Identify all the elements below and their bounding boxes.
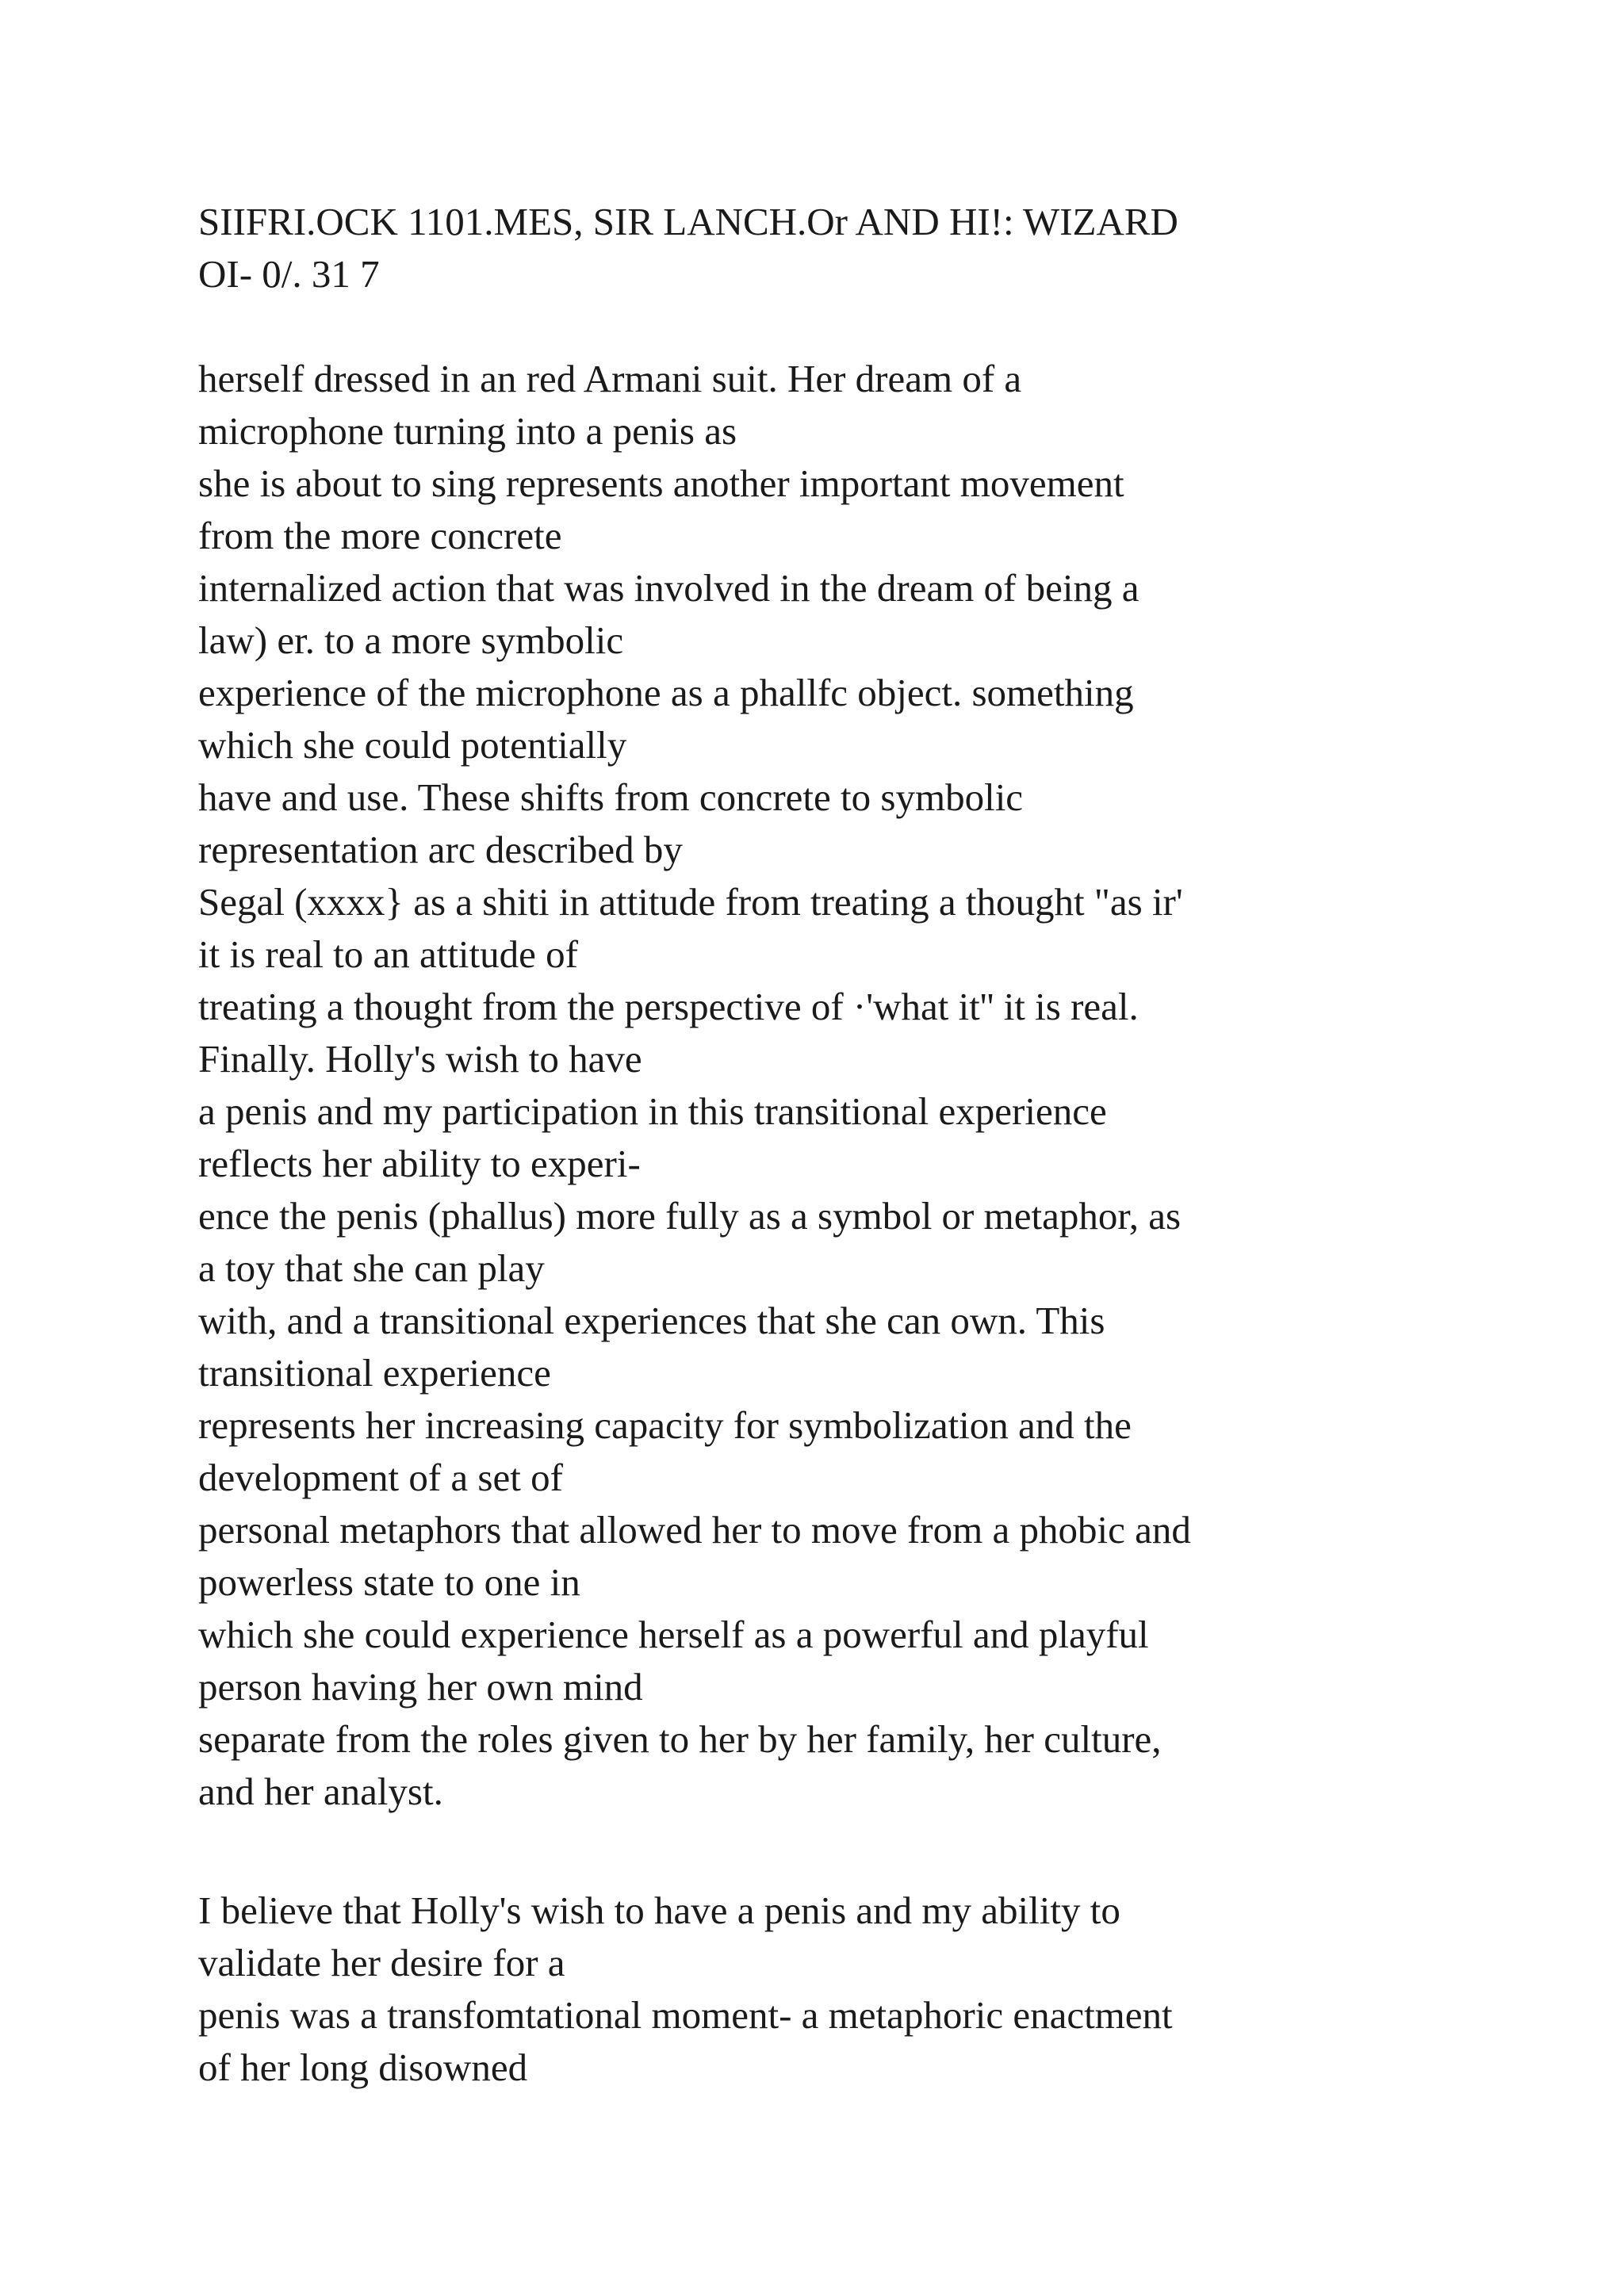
header-line: OI- 0/. 31 7 [198, 252, 380, 296]
text-line: represents her increasing capacity for symbolization and the [198, 1403, 1132, 1447]
text-line: of her long disowned [198, 2045, 528, 2089]
text-line: treating a thought from the perspective of ·'what it'' it is real. [198, 985, 1139, 1028]
running-header [198, 196, 1499, 300]
body-paragraph-1 [198, 353, 1499, 1818]
text-line: ence the penis (phallus) more fully as a symbol or metaphor, as [198, 1194, 1182, 1238]
text-line: from the more concrete [198, 514, 562, 557]
text-line: she is about to sing represents another important movement [198, 461, 1124, 505]
text-line: personal metaphors that allowed her to move from a phobic and [198, 1508, 1191, 1552]
text-line: penis was a transfomtational moment- a metaphoric enactment [198, 1993, 1173, 2037]
text-line: herself dressed in an red Armani suit. Her dream of a [198, 357, 1022, 400]
text-line: transitional experience [198, 1351, 551, 1395]
text-line: and her analyst. [198, 1770, 443, 1813]
text-line: have and use. These shifts from concrete to symbolic [198, 775, 1024, 819]
text-line: I believe that Holly's wish to have a penis and my ability to [198, 1888, 1120, 1932]
text-line: a toy that she can play [198, 1246, 545, 1290]
text-line: microphone turning into a penis as [198, 409, 737, 453]
text-line: it is real to an attitude of [198, 932, 578, 976]
text-line: Segal (xxxx} as a shiti in attitude from treating a thought "as ir' [198, 880, 1183, 924]
text-line: with, and a transitional experiences that she can own. This [198, 1299, 1105, 1342]
body-paragraph-2 [198, 1885, 1499, 2094]
text-line: separate from the roles given to her by her family, her culture, [198, 1717, 1162, 1761]
text-line: which she could potentially [198, 723, 627, 767]
text-line: law) er. to a more symbolic [198, 618, 624, 662]
text-line: experience of the microphone as a phallfc object. something [198, 671, 1134, 714]
text-line: a penis and my participation in this transitional experience [198, 1089, 1107, 1133]
text-line: validate her desire for a [198, 1941, 565, 1984]
text-line: person having her own mind [198, 1665, 643, 1709]
text-line: which she could experience herself as a powerful and playful [198, 1613, 1149, 1656]
text-line: development of a set of [198, 1456, 563, 1499]
text-line: reflects her ability to experi- [198, 1142, 641, 1185]
header-line: SIIFRI.OCK 1101.MES, SIR LANCH.Or AND HI!: WIZARD [198, 200, 1178, 243]
text-line: Finally. Holly's wish to have [198, 1037, 642, 1081]
text-line: representation arc described by [198, 828, 683, 871]
text-line: powerless state to one in [198, 1560, 580, 1604]
text-line: internalized action that was involved in the dream of being a [198, 566, 1139, 610]
